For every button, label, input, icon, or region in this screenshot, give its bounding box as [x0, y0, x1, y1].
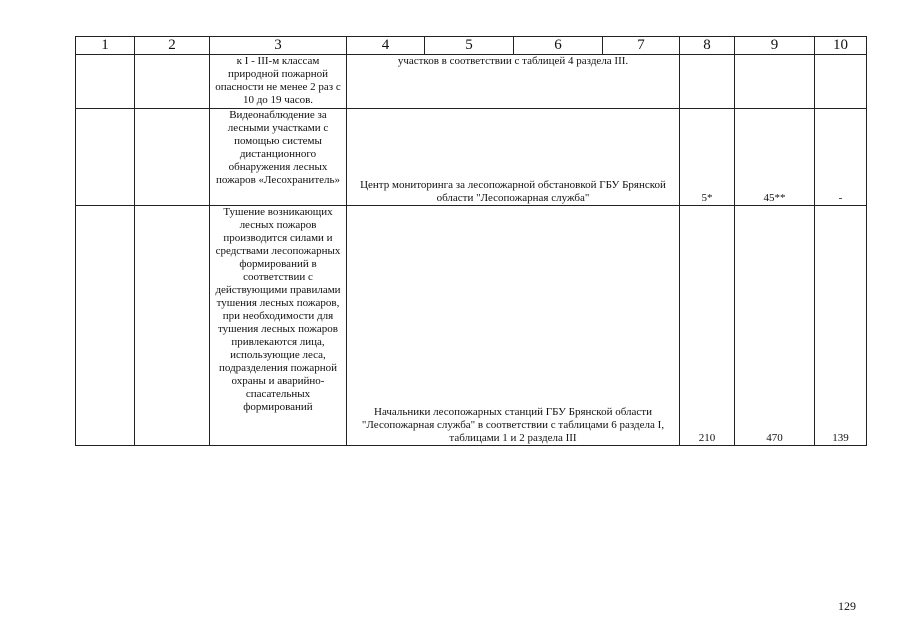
header-cell: 6: [514, 37, 603, 55]
header-cell: 7: [603, 37, 680, 55]
responsible-cell: Начальники лесопожарных станций ГБУ Брянской области "Лесопожарная служба" в соответствии с таблицами 6 раздела I, таблицами 1 и 2 раздела III: [347, 206, 680, 446]
document-table: [75, 36, 867, 446]
table-row: [76, 55, 867, 109]
value-cell: 470: [735, 206, 815, 446]
activity-cell: к I - III-м классам природной пожарной опасности не менее 2 раз с 10 до 19 часов.: [210, 55, 347, 109]
value-cell: 45**: [735, 109, 815, 206]
cell-empty: [135, 206, 210, 446]
table-row: [76, 109, 867, 206]
value-cell: [735, 55, 815, 109]
header-cell: 2: [135, 37, 210, 55]
cell-empty: [76, 109, 135, 206]
page-number: 129: [838, 599, 856, 613]
header-cell: 9: [735, 37, 815, 55]
table-row: [76, 206, 867, 446]
activity-cell: Тушение возникающих лесных пожаров производится силами и средствами лесопожарных формирований в соответствии с действующими правилами тушения лесных пожаров, при необходимости для тушения лесных пожаров привлекаются лица, использующие леса, подразделения пожарной охраны и аварийно-спасательных формирований: [210, 206, 347, 446]
header-cell: 1: [76, 37, 135, 55]
header-cell: 4: [347, 37, 425, 55]
cell-empty: [76, 55, 135, 109]
cell-empty: [76, 206, 135, 446]
responsible-cell: участков в соответствии с таблицей 4 раздела III.: [347, 55, 680, 109]
header-cell: 5: [425, 37, 514, 55]
value-cell: [815, 55, 867, 109]
value-cell: 210: [680, 206, 735, 446]
value-cell: [680, 55, 735, 109]
activity-cell: Видеонаблюдение за лесными участками с помощью системы дистанционного обнаружения лесных пожаров «Лесохранитель»: [210, 109, 347, 206]
cell-empty: [135, 109, 210, 206]
cell-empty: [135, 55, 210, 109]
value-cell: 5*: [680, 109, 735, 206]
table-header-row: [76, 37, 867, 55]
value-cell: -: [815, 109, 867, 206]
responsible-cell: Центр мониторинга за лесопожарной обстановкой ГБУ Брянской области "Лесопожарная служба": [347, 109, 680, 206]
header-cell: 3: [210, 37, 347, 55]
value-cell: 139: [815, 206, 867, 446]
header-cell: 8: [680, 37, 735, 55]
header-cell: 10: [815, 37, 867, 55]
